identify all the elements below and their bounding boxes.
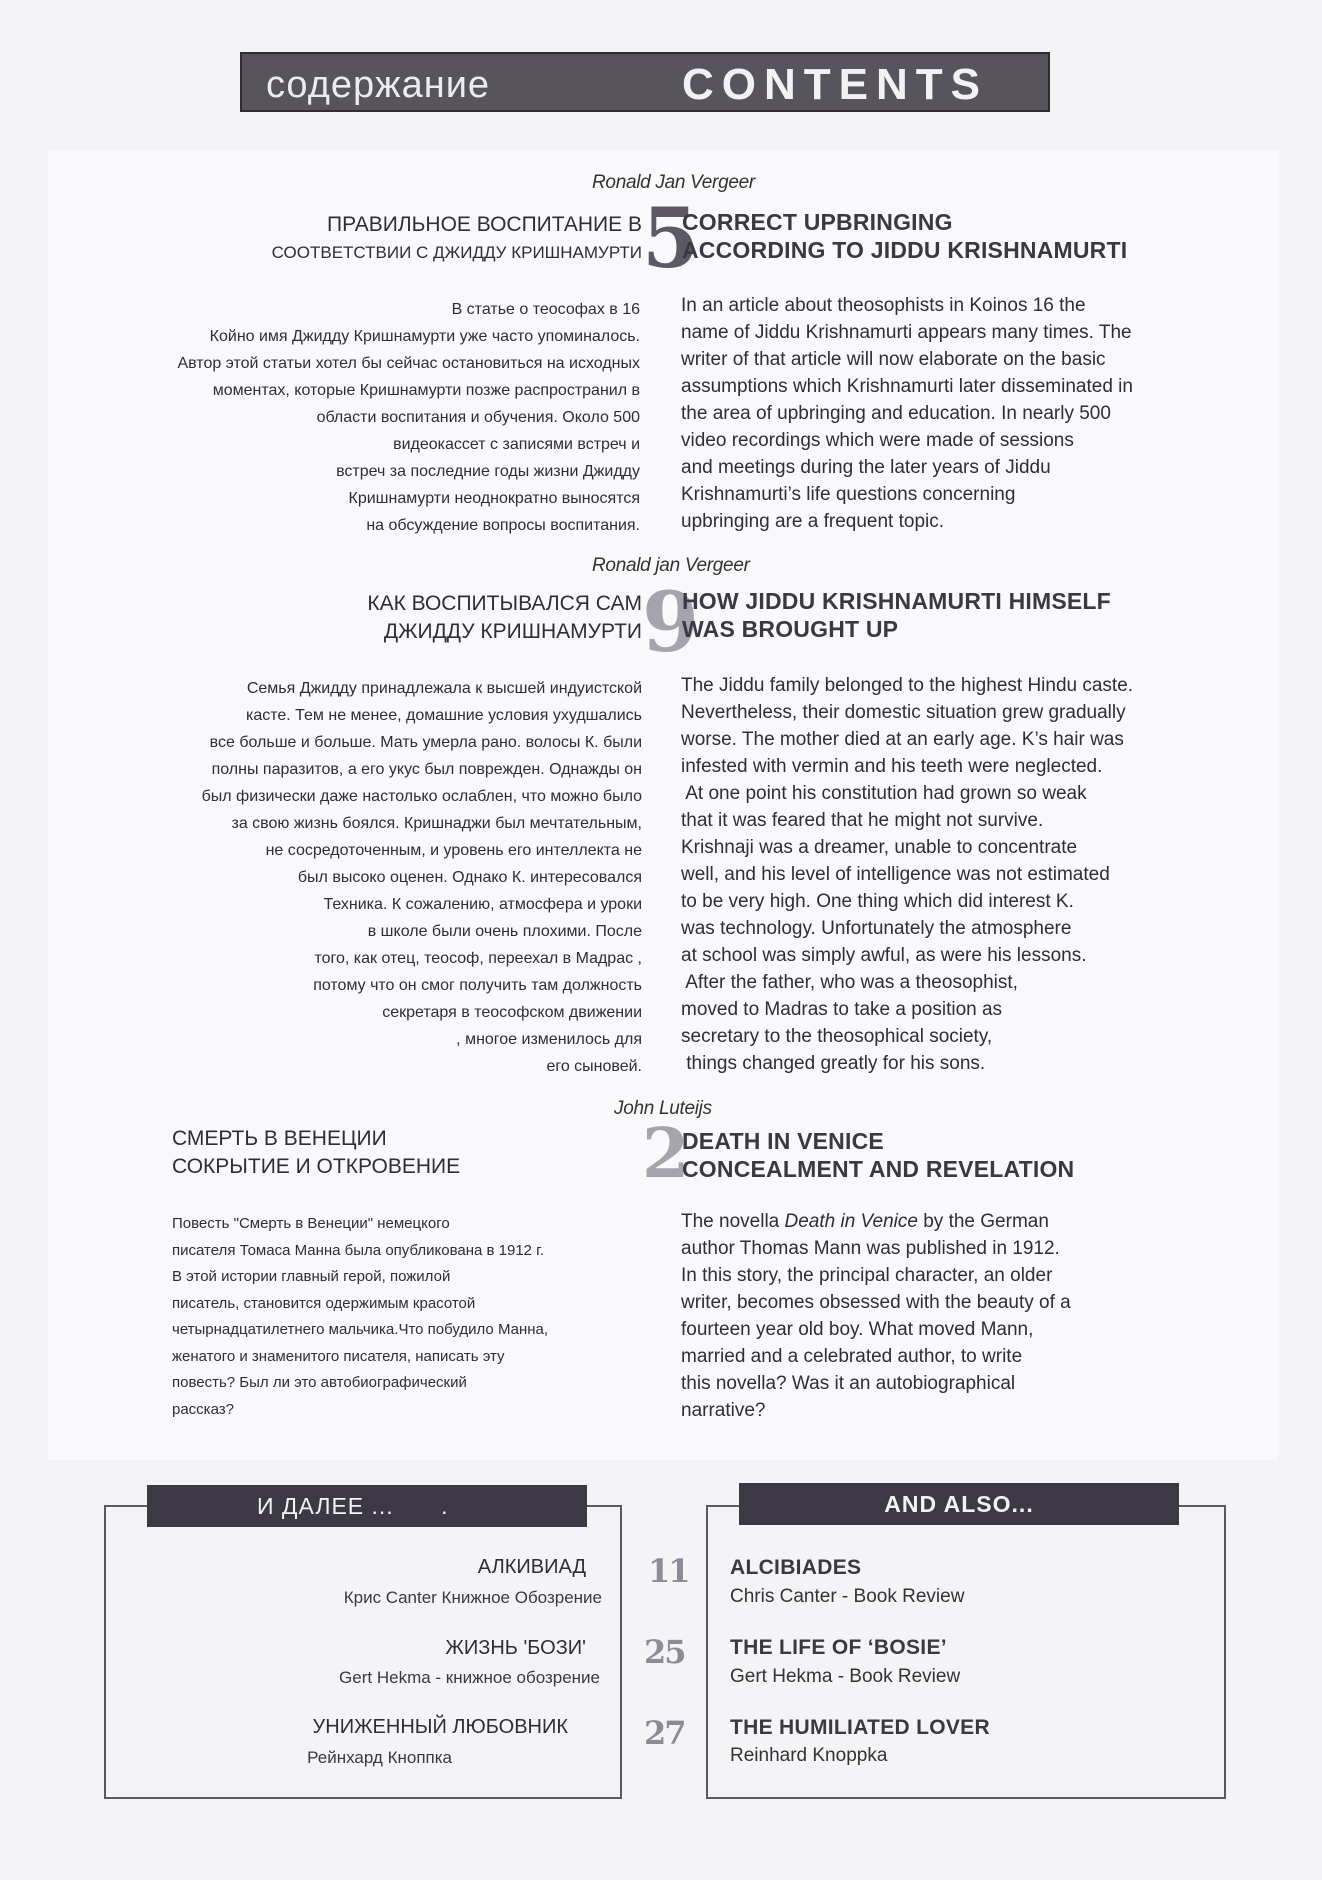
summary-line: Krishnamurti’s life questions concerning (681, 484, 1016, 505)
summary-line: infested with vermin and his teeth were neglected. (681, 756, 1103, 777)
also-item-2-ru-title[interactable]: ЖИЗНЬ 'БОЗИ' (445, 1637, 586, 1659)
also-item-2-en-sub: Gert Hekma - Book Review (730, 1666, 961, 1687)
summary-line: After the father, who was a theosophist, (681, 972, 1018, 993)
summary-line: video recordings which were made of sessions (681, 430, 1074, 451)
summary-line: женатого и знаменитого писателя, написать эту (172, 1347, 505, 1365)
summary-line: the area of upbringing and education. In nearly 500 (681, 403, 1111, 424)
article-2-en-summary (681, 672, 1211, 1077)
summary-line: встреч за последние годы жизни Джидду (336, 463, 640, 480)
summary-line: At one point his constitution had grown so weak (681, 783, 1087, 804)
summary-line: secretary to the theosophical society, (681, 1026, 993, 1047)
summary-line: worse. The mother died at an early age. K’s hair was (681, 729, 1124, 750)
article-2-ru-summary (80, 675, 642, 1080)
summary-line: потому что он смог получить там должность (313, 977, 642, 994)
summary-line: четырнадцатилетнего мальчика.Что побудило Манна, (172, 1321, 549, 1338)
summary-line: Техника. К сожалению, атмосфера и уроки (323, 896, 642, 913)
article-3-page-number[interactable]: 2 (642, 1114, 690, 1194)
summary-line: Кришнамурти неоднократно выносятся (348, 490, 640, 507)
summary-line: В этой истории главный герой, пожилой (172, 1268, 451, 1285)
summary-line: name of Jiddu Krishnamurti appears many times. The (681, 322, 1132, 343)
summary-line: Автор этой статьи хотел бы сейчас остановиться на исходных (177, 355, 640, 372)
article-2-page-number[interactable]: 9 (642, 575, 700, 671)
summary-line: and meetings during the later years of Jiddu (681, 457, 1051, 478)
summary-line: writer, becomes obsessed with the beauty of a (681, 1292, 1071, 1313)
summary-line: Семья Джидду принадлежала к высшей индуистской (246, 680, 642, 697)
summary-line: повесть? Был ли это автобиографический (172, 1374, 467, 1391)
summary-line: upbringing are a frequent topic. (681, 511, 945, 532)
summary-line: In this story, the principal character, an older (681, 1265, 1053, 1286)
also-item-2-ru-sub: Gert Hekma - книжное обозрение (339, 1668, 600, 1687)
summary-line: все больше и больше. Мать умерла рано. волосы К. были (209, 734, 642, 751)
also-item-3-en-sub: Reinhard Knoppka (730, 1745, 888, 1766)
summary-line: секретаря в теософском движении (382, 1004, 642, 1021)
summary-line: Койно имя Джидду Кришнамурти уже часто упоминалось. (209, 328, 640, 345)
article-2-author: Ronald jan Vergeer (592, 555, 750, 576)
also-item-3-en-title[interactable]: THE HUMILIATED LOVER (730, 1716, 990, 1739)
article-1-author: Ronald Jan Vergeer (592, 172, 755, 193)
also-item-2-en-title[interactable]: THE LIFE OF ‘BOSIE’ (730, 1636, 947, 1659)
summary-line: that it was feared that he might not survive. (681, 810, 1044, 831)
also-en-heading: AND ALSO... (739, 1483, 1179, 1525)
also-item-1-ru-title[interactable]: АЛКИВИАД (477, 1556, 586, 1578)
article-2-en-title[interactable]: HOW JIDDU KRISHNAMURTI HIMSELF WAS BROUGHT UP (682, 588, 1111, 642)
also-item-3-number[interactable]: 27 (644, 1714, 685, 1752)
summary-line: was technology. Unfortunately the atmosphere (681, 918, 1072, 939)
summary-line: writer of that article will now elaborate on the basic (681, 349, 1106, 370)
article-3-ru-summary (172, 1211, 652, 1423)
summary-line: В статье о теософах в 16 (451, 301, 640, 318)
summary-line: at school was simply awful, as were his lessons. (681, 945, 1087, 966)
summary-line: касте. Тем не менее, домашние условия ухудшались (245, 707, 642, 724)
masthead-ru: содержание (266, 64, 491, 106)
summary-line: married and a celebrated author, to write (681, 1346, 1023, 1367)
summary-line: его сыновей. (546, 1058, 642, 1075)
also-ru-heading: И ДАЛЕЕ ... . (147, 1485, 587, 1527)
also-item-3-ru-sub: Рейнхард Кноппка (307, 1748, 452, 1767)
also-item-1-en-sub: Chris Canter - Book Review (730, 1586, 965, 1607)
summary-line: моментах, которые Кришнамурти позже распространил в (212, 382, 640, 399)
summary-line: видеокассет с записями встреч и (393, 436, 640, 453)
article-1-en-title[interactable]: CORRECT UPBRINGING ACCORDING TO JIDDU KRISHNAMURTI (682, 209, 1128, 263)
summary-line: , многое изменилось для (456, 1031, 642, 1048)
article-1-page-number[interactable]: 5 (642, 191, 700, 287)
article-1-en-summary (681, 292, 1201, 535)
summary-line: был высоко оценен. Однако К. интересовался (297, 869, 642, 886)
summary-line: The Jiddu family belonged to the highest Hindu caste. (681, 675, 1134, 696)
also-item-1-en-title[interactable]: ALCIBIADES (730, 1556, 862, 1579)
article-1-ru-summary (80, 296, 640, 539)
summary-line: moved to Madras to take a position as (681, 999, 1003, 1020)
summary-line: в школе были очень плохими. После (367, 923, 642, 940)
summary-line: Krishnaji was a dreamer, unable to concentrate (681, 837, 1078, 858)
summary-line: за свою жизнь боялся. Кришнаджи был мечтательным, (231, 815, 642, 832)
also-item-1-ru-sub: Крис Canter Книжное Обозрение (343, 1588, 602, 1607)
masthead-en: CONTENTS (682, 60, 988, 109)
summary-line: assumptions which Krishnamurti later disseminated in (681, 376, 1133, 397)
article-2-ru-title: КАК ВОСПИТЫВАЛСЯ САМ ДЖИДДУ КРИШНАМУРТИ (367, 592, 642, 643)
summary-line: полны паразитов, а его укус был поврежден. Однажды он (211, 761, 642, 778)
summary-line: well, and his level of intelligence was not estimated (681, 864, 1110, 885)
summary-line: был физически даже настолько ослаблен, что можно было (201, 788, 642, 805)
contents-masthead (240, 52, 1050, 112)
summary-line: области воспитания и обучения. Около 500 (316, 409, 640, 426)
summary-line: author Thomas Mann was published in 1912. (681, 1238, 1060, 1259)
article-3-en-title[interactable]: DEATH IN VENICE CONCEALMENT AND REVELATION (682, 1128, 1075, 1182)
summary-line: Повесть "Смерть в Венеции" немецкого (172, 1215, 450, 1232)
also-item-2-number[interactable]: 25 (644, 1633, 685, 1671)
summary-line: In an article about theosophists in Koinos 16 the (681, 295, 1086, 316)
article-3-author: John Luteijs (614, 1098, 712, 1119)
summary-line: narrative? (681, 1400, 766, 1421)
summary-line: to be very high. One thing which did interest K. (681, 891, 1074, 912)
summary-line: fourteen year old boy. What moved Mann, (681, 1319, 1034, 1340)
summary-line: того, как отец, теософ, переехал в Мадрас , (314, 950, 642, 967)
summary-line: не сосредоточенным, и уровень его интеллекта не (265, 842, 642, 859)
also-item-1-number[interactable]: 11 (648, 1552, 689, 1590)
summary-line: things changed greatly for his sons. (681, 1053, 986, 1074)
article-3-en-summary: The novella Death in Venice by the German author Thomas Mann was published in 1912. In this story, the principal character, an older writer, becomes obsessed with the beauty of a fourteen year old boy. What moved Mann, married and a celebrated author, to write this novella? Was it an autobiographical narrative? (681, 1208, 1201, 1424)
summary-line: Nevertheless, their domestic situation grew gradually (681, 702, 1126, 723)
article-3-ru-title: СМЕРТЬ В ВЕНЕЦИИ СОКРЫТИЕ И ОТКРОВЕНИЕ (172, 1127, 461, 1178)
summary-line: рассказ? (172, 1400, 234, 1418)
article-1-ru-title: ПРАВИЛЬНОЕ ВОСПИТАНИЕ В СООТВЕТСТВИИ С ДЖИДДУ КРИШНАМУРТИ (271, 213, 642, 262)
summary-line: писатель, становится одержимым красотой (172, 1294, 476, 1312)
also-item-3-ru-title[interactable]: УНИЖЕННЫЙ ЛЮБОВНИК (312, 1716, 568, 1738)
summary-line: this novella? Was it an autobiographical (681, 1373, 1016, 1394)
summary-line: на обсуждение вопросы воспитания. (366, 517, 640, 534)
summary-line: писателя Томаса Манна была опубликована в 1912 г. (172, 1241, 544, 1259)
